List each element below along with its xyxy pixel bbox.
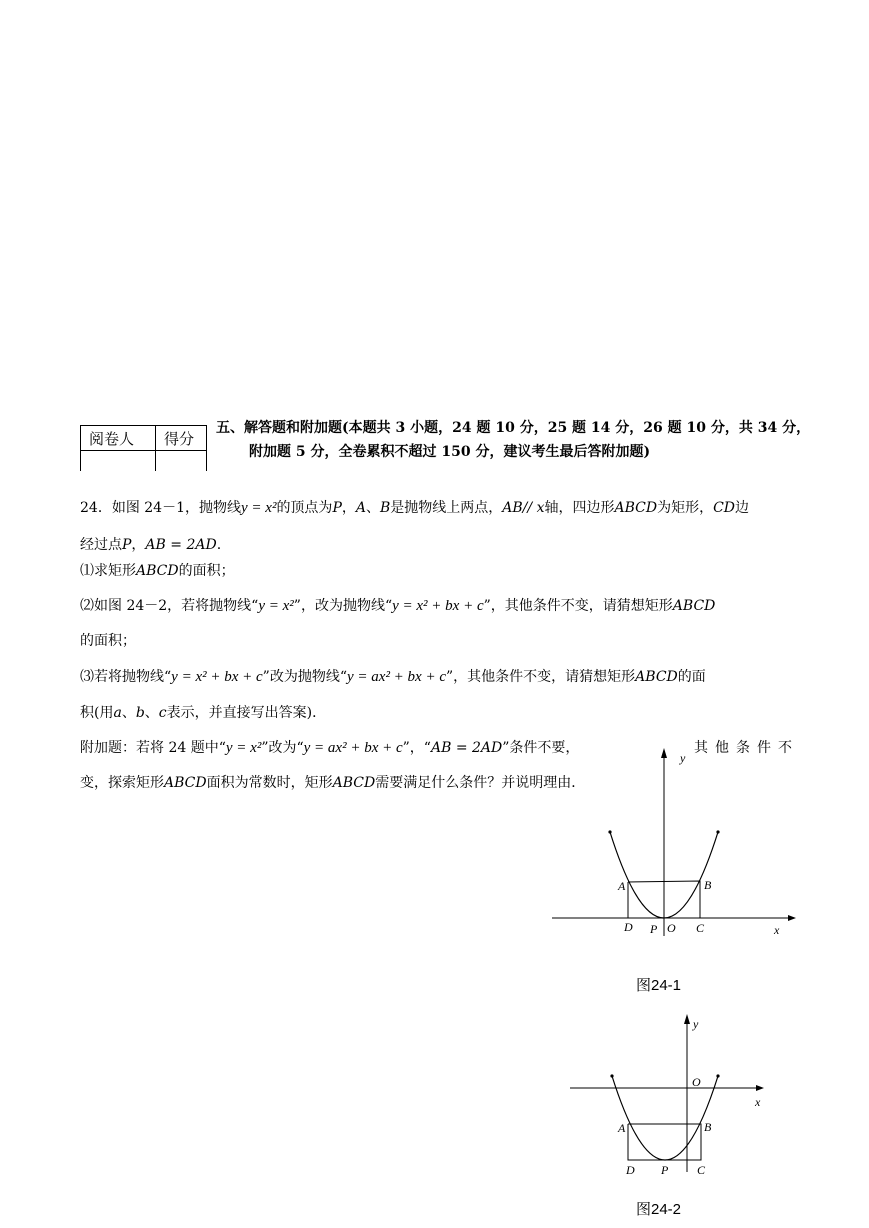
section-title-line2: 附加题 5 分，全卷累积不超过 150 分，建议考生最后答附加题) — [249, 444, 651, 460]
y-axis-arrow — [684, 1014, 690, 1024]
label-o: O — [667, 921, 676, 935]
curve-end-right — [716, 830, 719, 833]
label-c: C — [696, 921, 705, 935]
label-o: O — [692, 1075, 701, 1089]
label-b: B — [704, 1120, 712, 1134]
score-empty-cell — [156, 451, 207, 472]
part3-line1: ⑶若将抛物线“y = x² + bx + c”改为抛物线“y = ax² + bx + c”，其他条件不变，请猜想矩形ABCD的面 — [80, 669, 706, 685]
label-x: x — [755, 1095, 761, 1109]
y-axis-arrow — [661, 748, 667, 758]
label-d: D — [624, 920, 633, 934]
label-a: A — [618, 879, 626, 893]
label-p: P — [650, 922, 658, 936]
reviewer-empty-cell — [81, 451, 156, 472]
part3-line2: 积(用a、b、c表示，并直接写出答案)． — [80, 705, 327, 721]
part2-line2: 的面积； — [80, 633, 136, 649]
section-title — [216, 416, 816, 464]
reviewer-cell: 阅卷人 — [81, 426, 156, 451]
curve-end-right — [716, 1074, 719, 1077]
label-a: A — [618, 1121, 626, 1135]
q24-line2: 经过点P，AB = 2AD. — [80, 537, 222, 553]
figure-24-1-caption: 图24-1 — [636, 977, 682, 994]
curve-end-left — [608, 830, 611, 833]
part2-line1: ⑵如图 24－2，若将抛物线“y = x²”，改为抛物线“y = x² + bx + c”，其他条件不变，请猜想矩形ABCD — [80, 598, 716, 614]
section-title-line1: 五、解答题和附加题(本题共 3 小题，24 题 10 分，25 题 14 分，26 题 10 分，共 34 分， — [216, 420, 811, 436]
part1: ⑴求矩形ABCD的面积； — [80, 563, 235, 579]
extra-line1-tail: 其他条件不 — [694, 740, 799, 756]
figure-24-2-caption: 图24-2 — [636, 1201, 682, 1218]
curve-end-left — [610, 1074, 613, 1077]
extra-line2: 变，探索矩形ABCD面积为常数时，矩形ABCD需要满足什么条件？并说明理由． — [80, 775, 586, 791]
figure-24-2 — [560, 1010, 780, 1200]
extra-line1: 附加题：若将 24 题中“y = x²”改为“y = ax² + bx + c”，“AB = 2AD”条件不要， — [80, 740, 580, 756]
label-y: y — [693, 1017, 699, 1031]
score-cell: 得分 — [156, 426, 207, 451]
score-table — [80, 425, 207, 471]
label-c: C — [697, 1163, 706, 1177]
x-axis-arrow — [788, 915, 796, 921]
label-d: D — [626, 1163, 635, 1177]
x-axis-arrow — [756, 1085, 764, 1091]
q24-line1: 24．如图 24－1，抛物线y = x²的顶点为P，A、B是抛物线上两点，AB// x轴，四边形ABCD为矩形，CD边 — [80, 500, 750, 516]
label-x: x — [774, 923, 780, 937]
label-y: y — [680, 751, 686, 765]
label-p: P — [661, 1163, 669, 1177]
figure-24-1 — [540, 740, 800, 940]
label-b: B — [704, 878, 712, 892]
